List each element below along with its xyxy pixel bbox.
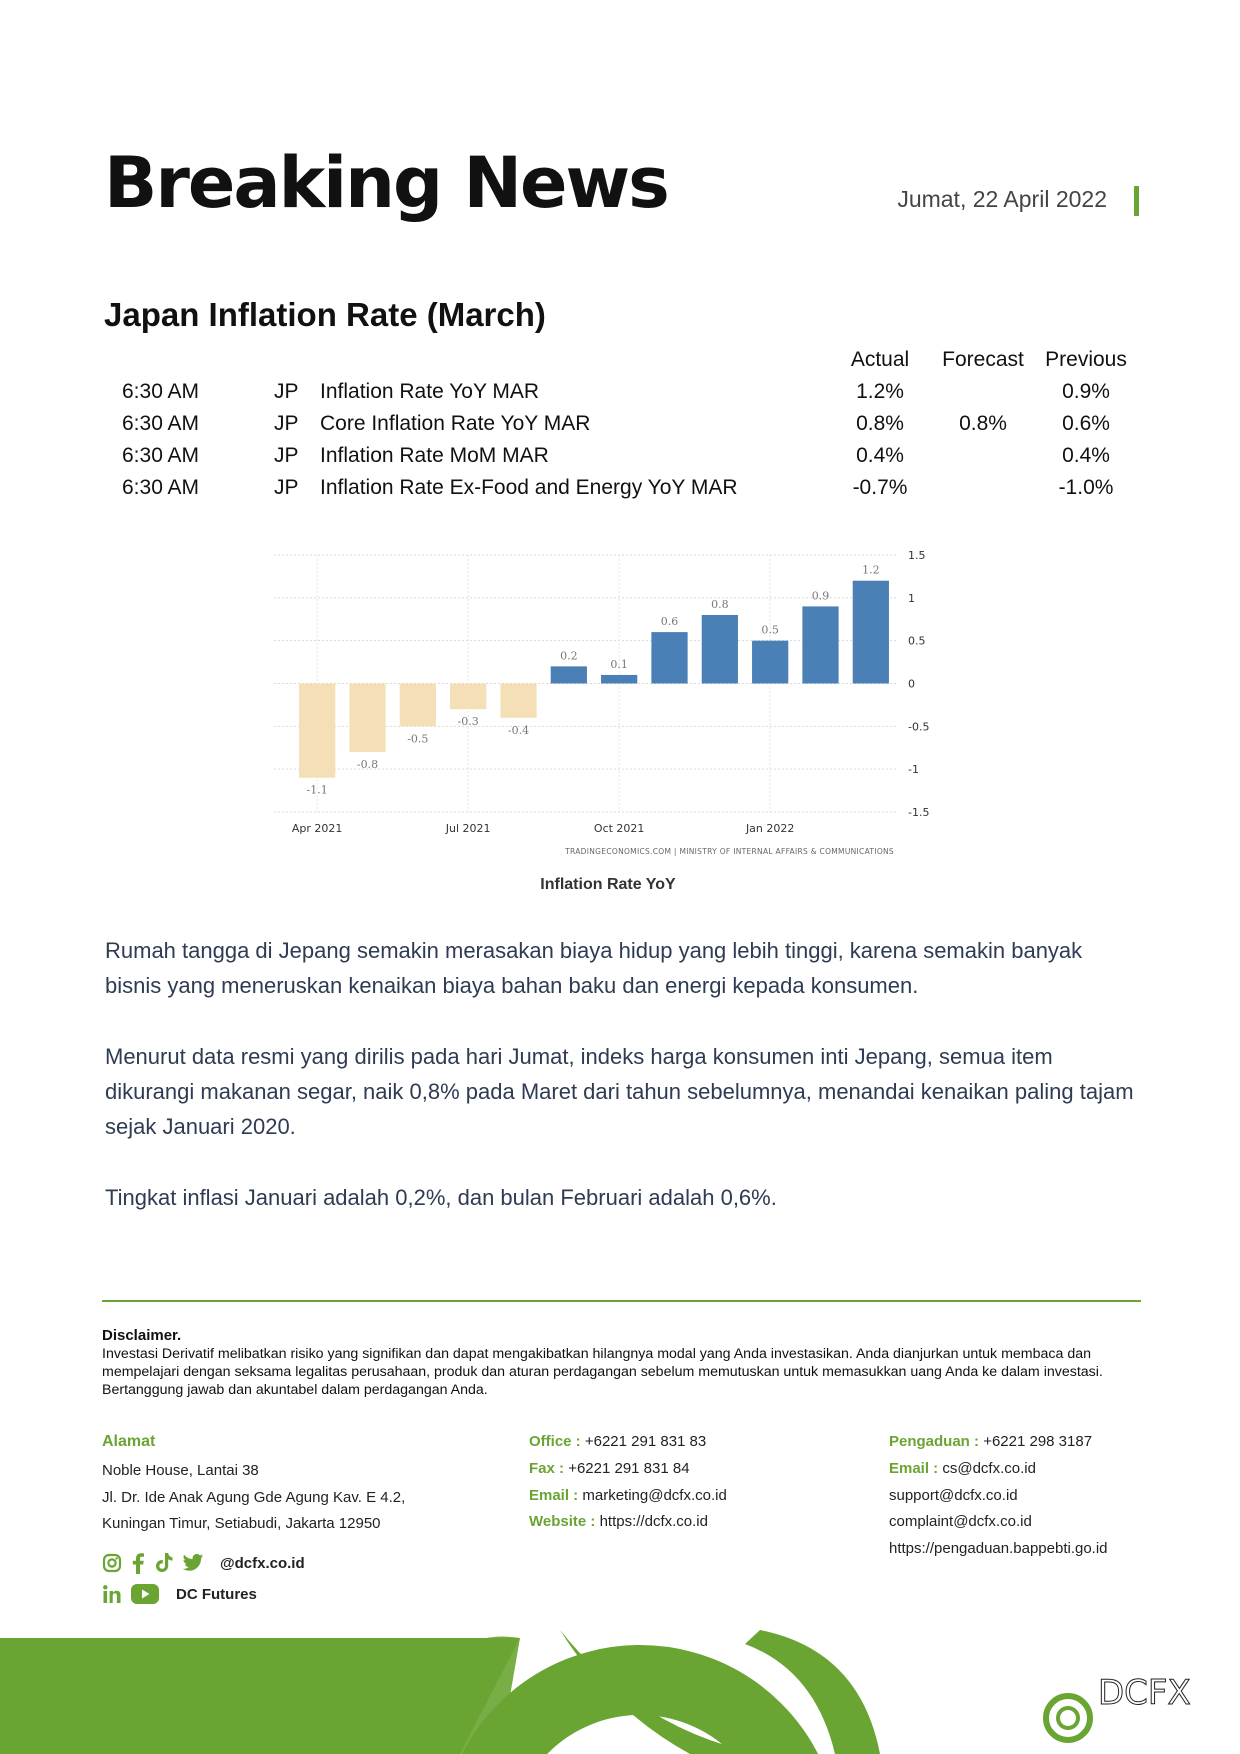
- data-label: -0.5: [407, 732, 429, 746]
- chart-bar: [752, 641, 788, 684]
- y-tick-label: -1: [908, 763, 919, 777]
- event-previous: 0.4%: [1062, 444, 1110, 467]
- pengaduan-label: Pengaduan :: [889, 1433, 980, 1450]
- pengaduan-value: +6221 298 3187: [983, 1433, 1093, 1450]
- y-tick-label: -1.5: [908, 806, 930, 819]
- chart-bar: [601, 675, 637, 684]
- event-country: JP: [274, 444, 299, 467]
- event-forecast: 0.8%: [959, 412, 1007, 435]
- support-email[interactable]: support@dcfx.co.id: [889, 1487, 1018, 1504]
- chart-bar: [500, 684, 536, 718]
- address-line: Noble House, Lantai 38: [102, 1462, 259, 1479]
- instagram-icon[interactable]: [102, 1553, 122, 1573]
- y-tick-label: 0.5: [908, 634, 926, 648]
- footer-decoration: [0, 1630, 1240, 1754]
- facebook-icon[interactable]: [130, 1552, 146, 1574]
- address-line: Jl. Dr. Ide Anak Agung Gde Agung Kav. E 4.2,: [102, 1489, 406, 1506]
- cs-email-label: Email :: [889, 1460, 939, 1477]
- footer-divider: [102, 1300, 1141, 1302]
- article-paragraph: Rumah tangga di Jepang semakin merasakan biaya hidup yang lebih tinggi, karena semakin banyak bisnis yang meneruskan kenaikan biaya bahan baku dan energi kepada konsumen.: [105, 938, 1083, 998]
- data-label: 0.9: [811, 589, 830, 603]
- event-actual: -0.7%: [852, 476, 908, 499]
- calendar-header-row: [104, 344, 1141, 376]
- youtube-icon[interactable]: [130, 1583, 160, 1605]
- event-forecast: [935, 472, 1031, 504]
- data-label: -0.3: [457, 715, 479, 729]
- dcfx-logo: [1046, 1673, 1191, 1740]
- fax-value: +6221 291 831 84: [568, 1460, 690, 1477]
- office-phone: [529, 1433, 706, 1450]
- data-label: 0.6: [660, 615, 679, 629]
- office-value: +6221 291 831 83: [584, 1433, 707, 1450]
- x-tick-label: Jan 2022: [745, 822, 795, 835]
- event-forecast: [935, 440, 1031, 472]
- data-label: -0.8: [356, 758, 379, 772]
- chart-bar: [551, 666, 587, 683]
- event-actual: 1.2%: [856, 380, 904, 403]
- social-links-row: [102, 1552, 305, 1574]
- y-tick-label: 0: [908, 677, 915, 691]
- youtube-channel[interactable]: DC Futures: [176, 1585, 257, 1603]
- data-label: 1.2: [862, 563, 880, 577]
- event-actual: 0.4%: [856, 444, 904, 467]
- x-tick-label: Oct 2021: [593, 822, 645, 835]
- website: [529, 1513, 708, 1530]
- event-previous: 0.6%: [1062, 412, 1110, 435]
- data-label: 0.2: [560, 649, 578, 663]
- calendar-row: [104, 440, 1141, 472]
- article-paragraph: Menurut data resmi yang dirilis pada hari Jumat, indeks harga konsumen inti Jepang, semua item dikurangi makanan segar, naik 0,8% pada Maret dari tahun sebelumnya, menandai kenaikan paling tajam sejak Januari 2020.: [105, 1044, 1134, 1139]
- address-heading: Alamat: [102, 1433, 156, 1450]
- chart-bar: [349, 684, 385, 753]
- header-forecast: Forecast: [942, 348, 1024, 371]
- tiktok-icon[interactable]: [154, 1552, 174, 1574]
- cs-email-value[interactable]: cs@dcfx.co.id: [942, 1460, 1036, 1477]
- chart-bar: [400, 684, 436, 727]
- chart-bar: [802, 606, 838, 683]
- cs-email: [889, 1460, 1036, 1477]
- event-previous: -1.0%: [1058, 476, 1114, 499]
- event-country: JP: [274, 380, 299, 403]
- event-name: Inflation Rate MoM MAR: [320, 444, 549, 467]
- x-tick-label: Jul 2021: [445, 822, 491, 835]
- disclaimer-text: Investasi Derivatif melibatkan risiko yang signifikan dan dapat mengakibatkan hilangnya modal yang Anda investasikan. Anda dianjurkan untuk membaca dan mempelajari dengan seksama legalitas perusahaan, produk dan aturan perdagangan sebelum memutuskan untuk memasukkan uang Anda ke dalam investasi. Bertanggung jawab dan akuntabel dalam perdagangan Anda.: [102, 1346, 1103, 1398]
- chart-bar: [299, 684, 335, 778]
- publish-date: Jumat, 22 April 2022: [897, 186, 1107, 212]
- page-title: Breaking News: [104, 142, 668, 224]
- data-label: -1.1: [306, 783, 328, 797]
- office-label: Office :: [529, 1433, 581, 1450]
- chart-title: Inflation Rate YoY: [540, 876, 676, 893]
- complaint-email[interactable]: complaint@dcfx.co.id: [889, 1513, 1032, 1530]
- bappebti-link[interactable]: https://pengaduan.bappebti.go.id: [889, 1540, 1108, 1557]
- event-country: JP: [274, 476, 299, 499]
- address-line: Kuningan Timur, Setiabudi, Jakarta 12950: [102, 1515, 381, 1532]
- event-name: Core Inflation Rate YoY MAR: [320, 412, 591, 435]
- email-value[interactable]: marketing@dcfx.co.id: [582, 1487, 727, 1504]
- chart-bar: [651, 632, 687, 683]
- event-forecast: [935, 376, 1031, 408]
- social-handle[interactable]: @dcfx.co.id: [220, 1554, 305, 1572]
- data-label: 0.1: [610, 657, 628, 671]
- event-time: 6:30 AM: [122, 380, 200, 403]
- data-label: 0.5: [761, 623, 779, 637]
- calendar-row: [104, 408, 1141, 440]
- event-time: 6:30 AM: [122, 444, 200, 467]
- chart-source: TRADINGECONOMICS.COM | MINISTRY OF INTERNAL AFFAIRS & COMMUNICATIONS: [565, 847, 894, 856]
- fax-label: Fax :: [529, 1460, 565, 1477]
- economic-calendar-table: [104, 344, 1141, 504]
- event-country: JP: [274, 412, 299, 435]
- disclaimer-title: Disclaimer.: [102, 1327, 182, 1344]
- article-subtitle: Japan Inflation Rate (March): [104, 296, 546, 333]
- event-time: 6:30 AM: [122, 476, 200, 499]
- calendar-row: [104, 472, 1141, 504]
- data-label: -0.4: [507, 723, 530, 737]
- header-previous: Previous: [1045, 348, 1127, 371]
- linkedin-icon[interactable]: [102, 1584, 122, 1604]
- email-label: Email :: [529, 1487, 579, 1504]
- article-paragraph: Tingkat inflasi Januari adalah 0,2%, dan bulan Februari adalah 0,6%.: [105, 1185, 777, 1210]
- x-tick-label: Apr 2021: [291, 822, 343, 835]
- inflation-bar-chart: [260, 540, 940, 870]
- chart-bar: [450, 684, 486, 710]
- fax-number: [529, 1460, 690, 1477]
- complaint-phone: [889, 1433, 1092, 1450]
- website-label: Website :: [529, 1513, 596, 1530]
- logo-text: DCFX: [1098, 1673, 1191, 1713]
- event-previous: 0.9%: [1062, 380, 1110, 403]
- event-name: Inflation Rate YoY MAR: [320, 380, 540, 403]
- header-actual: Actual: [850, 348, 910, 371]
- y-tick-label: -0.5: [908, 720, 930, 734]
- y-tick-label: 1.5: [908, 549, 926, 562]
- event-name: Inflation Rate Ex-Food and Energy YoY MAR: [320, 476, 738, 499]
- event-time: 6:30 AM: [122, 412, 200, 435]
- event-actual: 0.8%: [856, 412, 904, 435]
- twitter-icon[interactable]: [182, 1553, 204, 1573]
- date-accent-bar: [1134, 186, 1139, 216]
- chart-bar: [853, 581, 889, 684]
- y-tick-label: 1: [908, 591, 915, 605]
- data-label: 0.8: [711, 597, 729, 611]
- chart-bar: [702, 615, 738, 684]
- calendar-row: [104, 376, 1141, 408]
- website-link[interactable]: https://dcfx.co.id: [599, 1513, 708, 1530]
- marketing-email: [529, 1487, 727, 1504]
- social-links-row: [102, 1583, 257, 1605]
